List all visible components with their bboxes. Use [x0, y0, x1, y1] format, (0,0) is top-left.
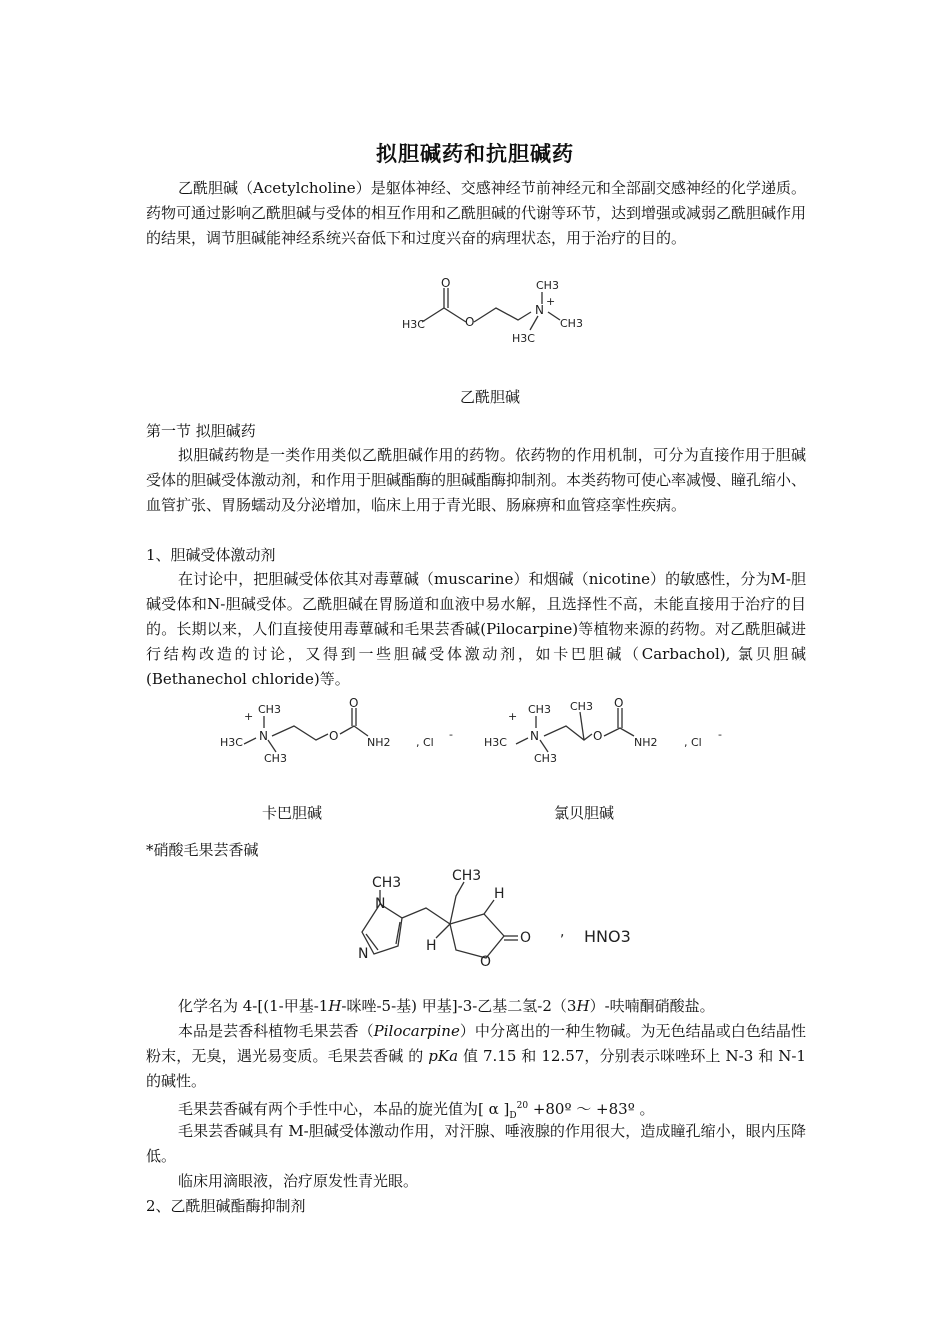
- carbachol-atom: CH3: [264, 752, 287, 765]
- clinical-use-line: 临床用滴眼液，治疗原发性青光眼。: [178, 1172, 419, 1190]
- description-part: 值 7.15 和 12.57，分别表示咪唑环上 N-3 和 N-1 的碱性。: [146, 1047, 806, 1090]
- pilocarpine-atom: O: [480, 954, 492, 970]
- bethanechol-atom: CH3: [534, 752, 557, 765]
- bethanechol-atom: O: [593, 729, 603, 743]
- carbachol-atom: +: [244, 710, 254, 723]
- chemical-name-italic: H: [576, 997, 590, 1015]
- acetylcholine-atom: H3C: [402, 318, 425, 331]
- carbachol-atom: , Cl: [416, 736, 434, 749]
- chemical-name-line: [178, 994, 715, 1019]
- description-part: ）中分离出的一种生物碱。为无色结晶或白色结晶性粉末，无臭，遇光易变质。毛果芸香碱 的: [146, 1022, 806, 1065]
- pilocarpine-atom: CH3: [452, 868, 482, 884]
- bethanechol-atom: N: [530, 729, 539, 743]
- chemical-name-part: ）-呋喃酮硝酸盐。: [589, 997, 715, 1015]
- acetylcholine-structure: [400, 272, 590, 352]
- acetylcholine-caption: 乙酰胆碱: [460, 388, 521, 406]
- pilocarpine-atom: H: [494, 886, 505, 902]
- bethanechol-caption: 氯贝胆碱: [554, 804, 615, 822]
- pilocarpine-atom: HNO3: [584, 927, 631, 946]
- bethanechol-atom: H3C: [484, 736, 507, 749]
- carbachol-atom: O: [329, 729, 339, 743]
- section1-heading: 第一节 拟胆碱药: [146, 422, 256, 440]
- intro-paragraph: 乙酰胆碱（Acetylcholine）是躯体神经、交感神经节前神经元和全部副交感神经的化学递质。药物可通过影响乙酰胆碱与受体的相互作用和乙酰胆碱的代谢等环节，达到增强或减弱乙酰胆碱作用的结果，调节胆碱能神经系统兴奋低下和过度兴奋的病理状态，用于治疗的目的。: [146, 179, 807, 247]
- rotation-part: +80º ～ +83º 。: [528, 1100, 655, 1118]
- pilocarpine-atom: H: [426, 938, 437, 954]
- subsection1-paragraph: 在讨论中，把胆碱受体依其对毒蕈碱（muscarine）和烟碱（nicotine）的敏感性，分为M-胆碱受体和N-胆碱受体。乙酰胆碱在胃肠道和血液中易水解，且选择性不高，未能直接用于治疗的目的。长期以来，人们直接使用毒蕈碱和毛果芸香碱(Pilocarpine)等植物来源的药物。对乙酰胆碱进行结构改造的讨论，又得到一些胆碱受体激动剂，如卡巴胆碱（Carbachol), 氯贝胆碱(Bethanechol chloride)等。: [146, 570, 806, 688]
- acetylcholine-atom: O: [465, 315, 475, 329]
- pilocarpine-atom: N: [358, 946, 369, 962]
- description-part: 本品是芸香科植物毛果芸香（: [178, 1022, 374, 1040]
- pilocarpine-description: [146, 1019, 806, 1094]
- pilocarpine-atom: CH3: [372, 875, 402, 891]
- bethanechol-atom: CH3: [528, 703, 551, 716]
- rotation-part: 毛果芸香碱有两个手性中心，本品的旋光值为[ α ]: [178, 1100, 510, 1118]
- bethanechol-atom: , Cl: [684, 736, 702, 749]
- bethanechol-atom: NH2: [634, 736, 658, 749]
- acetylcholine-atom: +: [546, 295, 556, 308]
- bethanechol-atom: CH3: [570, 700, 593, 713]
- carbachol-structure: [216, 696, 466, 772]
- subsection2-heading: 2、乙酰胆碱酯酶抑制剂: [146, 1197, 306, 1215]
- section1-paragraph: 拟胆碱药物是一类作用类似乙酰胆碱作用的药物。依药物的作用机制，可分为直接作用于胆碱受体的胆碱受体激动剂，和作用于胆碱酯酶的胆碱酯酶抑制剂。本类药物可使心率减慢、瞳孔缩小、血管扩张、胃肠蠕动及分泌增加，临床上用于青光眼、肠麻痹和血管痉挛性疾病。: [146, 446, 807, 514]
- rotation-superscript: 20: [516, 1101, 529, 1111]
- carbachol-atom: N: [259, 729, 268, 743]
- chemical-name-part: 化学名为 4-[(1-甲基-1: [178, 997, 329, 1015]
- page-title: 拟胆碱药和抗胆碱药: [376, 141, 574, 166]
- acetylcholine-atom: CH3: [536, 279, 559, 292]
- carbachol-atom: O: [349, 696, 359, 710]
- pilocarpine-atom: ,: [560, 924, 565, 940]
- pilocarpine-atom: N: [375, 896, 386, 912]
- carbachol-caption: 卡巴胆碱: [262, 804, 323, 822]
- bethanechol-atom: -: [718, 728, 722, 741]
- bethanechol-atom: O: [614, 696, 624, 710]
- acetylcholine-atom: H3C: [512, 332, 535, 345]
- acetylcholine-atom: CH3: [560, 317, 583, 330]
- carbachol-atom: H3C: [220, 736, 243, 749]
- pharmacology-paragraph: 毛果芸香碱具有 M-胆碱受体激动作用，对汗腺、唾液腺的作用很大，造成瞳孔缩小，眼内压降低。: [146, 1122, 806, 1165]
- acetylcholine-atom: O: [441, 276, 451, 290]
- acetylcholine-atom: N: [535, 303, 544, 317]
- pilocarpine-structure: [346, 862, 646, 976]
- subsection1-heading: 1、胆碱受体激动剂: [146, 546, 276, 564]
- chemical-name-part: -咪唑-5-基) 甲基]-3-乙基二氢-2（3: [341, 997, 577, 1015]
- pilocarpine-heading: *硝酸毛果芸香碱: [146, 841, 259, 859]
- bethanechol-structure: [480, 696, 740, 772]
- description-italic: pKa: [428, 1047, 459, 1065]
- carbachol-atom: CH3: [258, 703, 281, 716]
- chemical-name-italic: H: [328, 997, 342, 1015]
- rotation-subscript: D: [509, 1111, 517, 1121]
- bethanechol-atom: +: [508, 710, 518, 723]
- description-italic: Pilocarpine: [373, 1022, 460, 1040]
- pilocarpine-atom: O: [520, 930, 532, 946]
- carbachol-atom: -: [449, 728, 453, 741]
- carbachol-atom: NH2: [367, 736, 391, 749]
